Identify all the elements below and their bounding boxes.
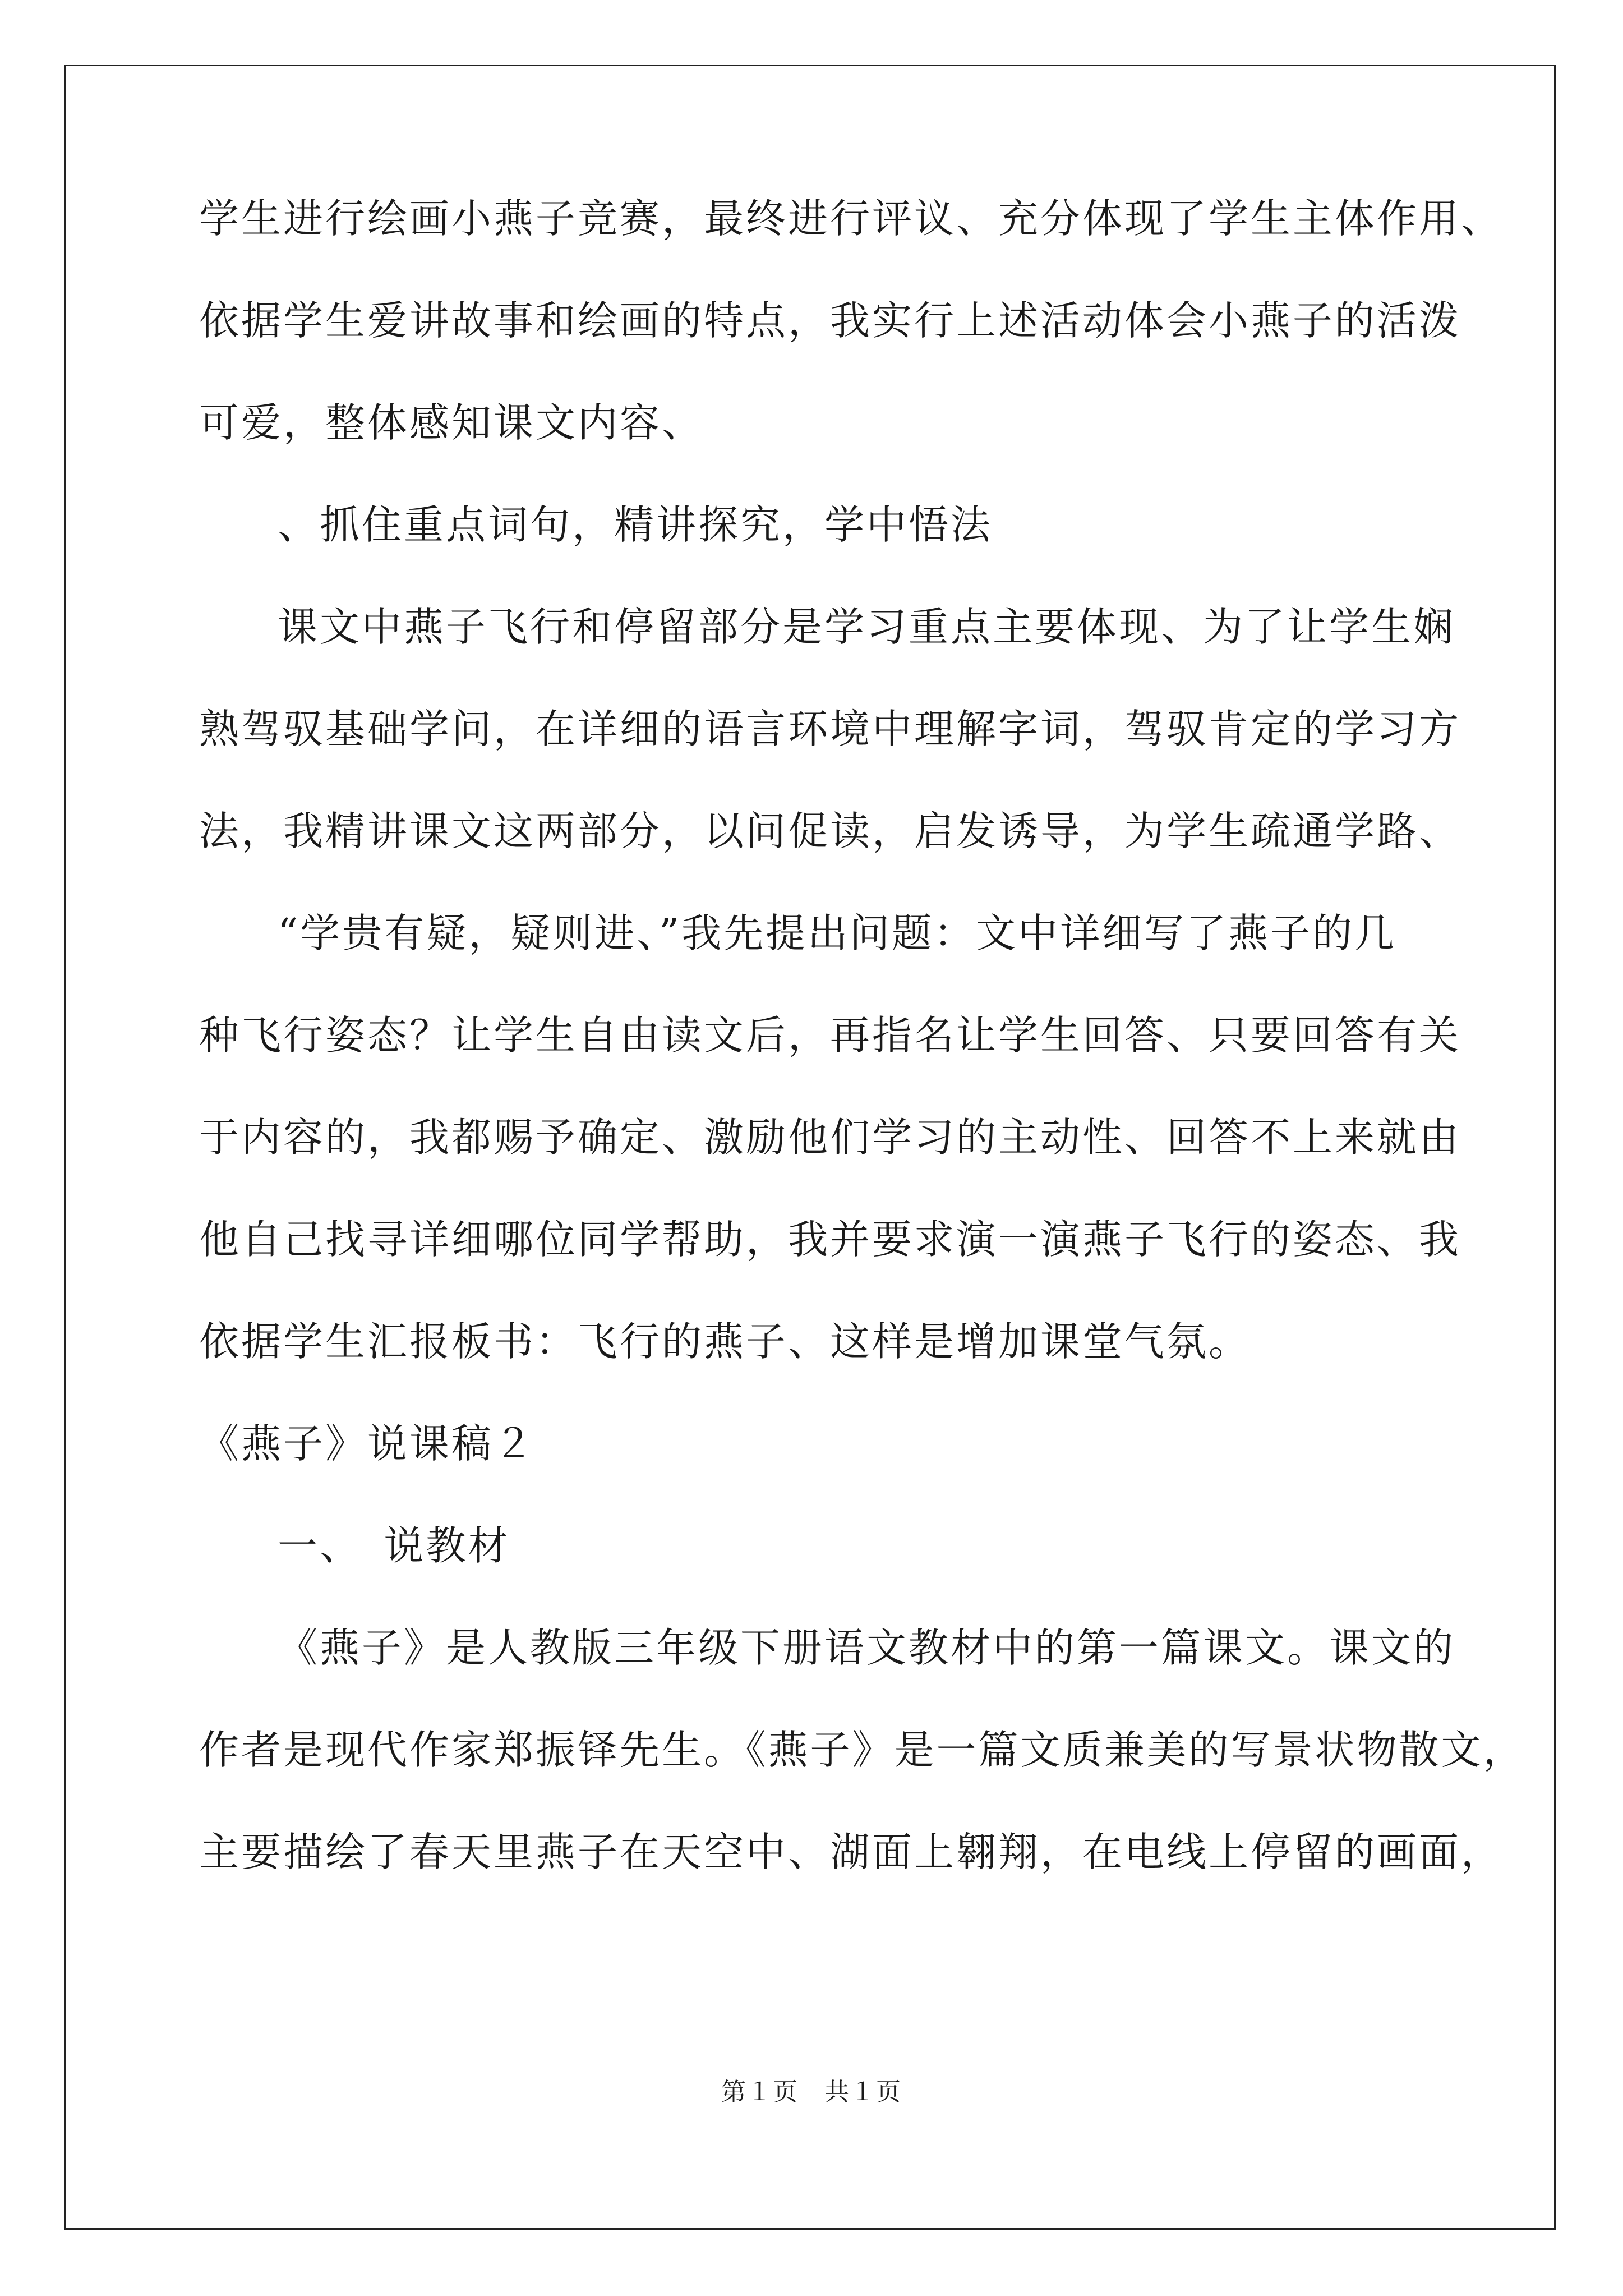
text-line: 依据学生汇报板书：飞行的燕子、这样是增加课堂气氛。 — [199, 1318, 1251, 1365]
text-line: 依据学生爱讲故事和绘画的特点，我实行上述活动体会小燕子的活泼 — [199, 297, 1461, 344]
document-title: 《燕子》说课稿２ — [199, 1420, 536, 1467]
section-heading: 、抓住重点词句，精讲探究，学中悟法 — [278, 501, 993, 548]
text-line: 种飞行姿态？让学生自由读文后，再指名让学生回答、只要回答有关 — [199, 1012, 1461, 1059]
text-line: 课文中燕子飞行和停留部分是学习重点主要体现、为了让学生娴 — [278, 604, 1456, 650]
text-line: 于内容的，我都赐予确定、激励他们学习的主动性、回答不上来就由 — [199, 1114, 1461, 1161]
text-line: 他自己找寻详细哪位同学帮助，我并要求演一演燕子飞行的姿态、我 — [199, 1216, 1461, 1263]
section-heading: 一、 说教材 — [278, 1522, 510, 1569]
text-line: 《燕子》是人教版三年级下册语文教材中的第一篇课文。课文的 — [278, 1625, 1456, 1671]
text-line: 主要描绘了春天里燕子在天空中、湖面上翱翔，在电线上停留的画面， — [199, 1829, 1504, 1875]
text-line: 作者是现代作家郑振铎先生。《燕子》是一篇文质兼美的写景状物散文， — [199, 1727, 1525, 1773]
text-line: “学贵有疑，疑则进、”我先提出问题：文中详细写了燕子的几 — [278, 910, 1397, 956]
page-number: 第１页 共１页 — [721, 2078, 902, 2106]
text-line: 可爱，整体感知课文内容、 — [199, 399, 704, 446]
text-line: 学生进行绘画小燕子竞赛，最终进行评议、充分体现了学生主体作用、 — [199, 195, 1504, 242]
text-line: 法，我精讲课文这两部分，以问促读，启发诱导，为学生疏通学路、 — [199, 808, 1461, 854]
text-line: 熟驾驭基础学问，在详细的语言环境中理解字词，驾驭肯定的学习方 — [199, 706, 1461, 752]
